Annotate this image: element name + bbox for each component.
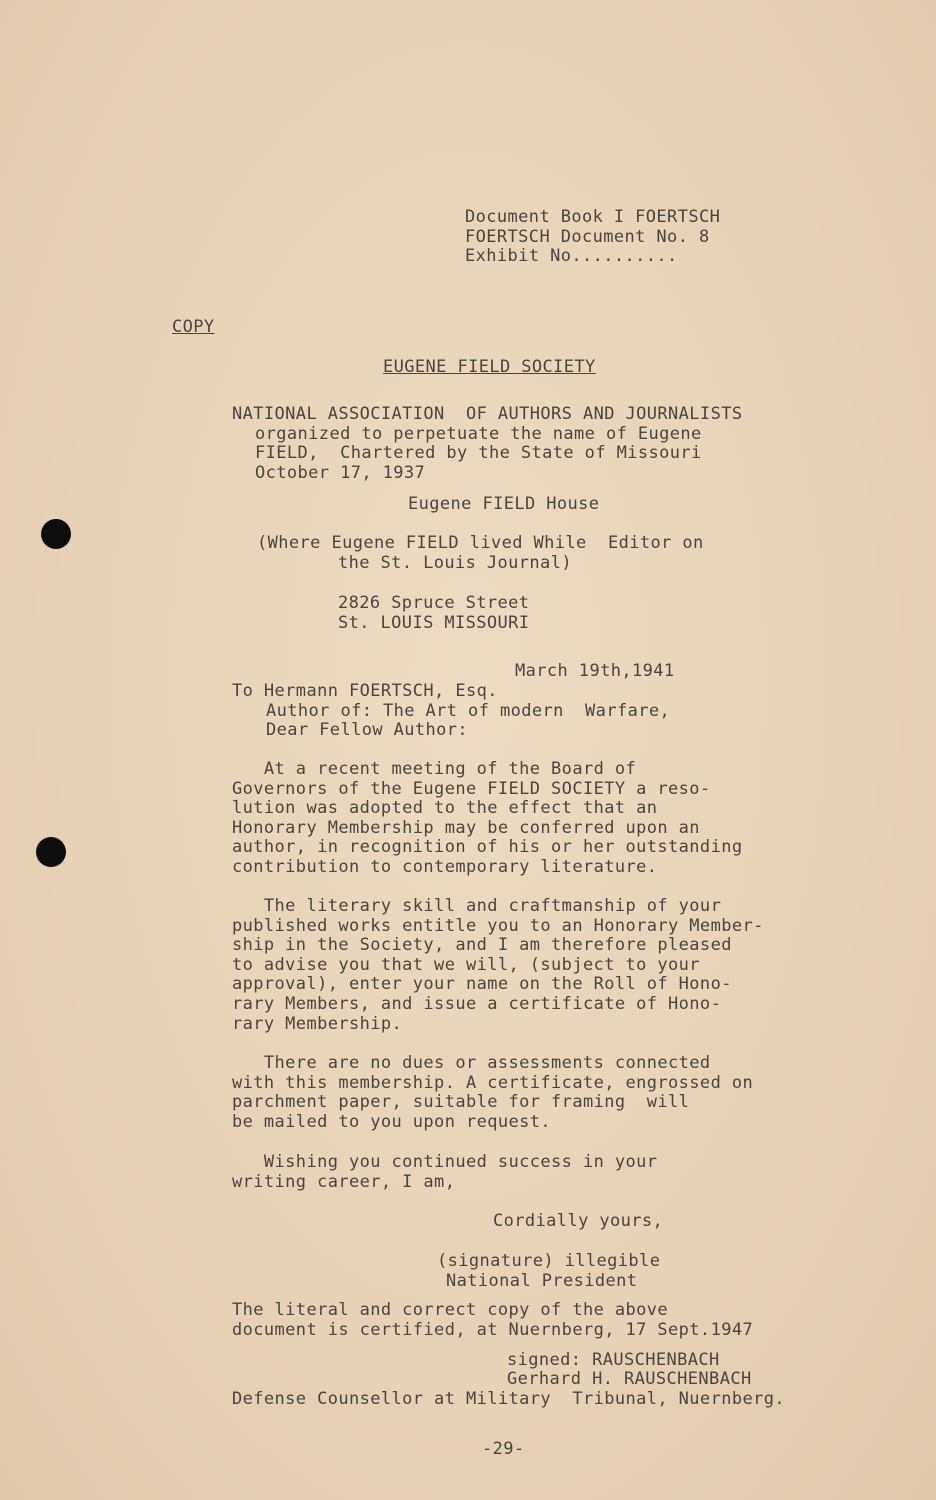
address (338, 594, 529, 633)
subtitle-line: NATIONAL ASSOCIATION OF AUTHORS AND JOURNALISTS (232, 404, 743, 424)
paragraph-line: with this membership. A certificate, engrossed on (232, 1072, 754, 1093)
punch-hole (36, 837, 66, 867)
paragraph-line: be mailed to you upon request. (232, 1111, 552, 1132)
paragraph-line: rary Membership. (232, 1013, 403, 1034)
house-note (257, 534, 704, 573)
subtitle-line: organized to perpetuate the name of Eugene (255, 423, 702, 444)
certification-line: The literal and correct copy of the above (232, 1300, 669, 1320)
paragraph-line: to advise you that we will, (subject to your (232, 954, 700, 975)
paragraph-3 (232, 1054, 753, 1132)
signature-line: (signature) illegible (437, 1251, 661, 1271)
signature-block (437, 1252, 660, 1291)
paragraph-line: contribution to contemporary literature. (232, 856, 658, 877)
paragraph-line: author, in recognition of his or her outstanding (232, 837, 743, 858)
paragraph-line: Honorary Membership may be conferred upon an (232, 817, 700, 838)
subtitle-line: October 17, 1937 (255, 462, 426, 483)
signer-title: Defense Counsellor at Military Tribunal, Nuernberg. (232, 1389, 786, 1409)
page-number: -29- (482, 1439, 525, 1459)
paragraph-line: Wishing you continued success in your (232, 1152, 658, 1172)
house-name: Eugene FIELD House (408, 494, 600, 514)
paragraph-line: parchment paper, suitable for framing will (232, 1092, 690, 1113)
paragraph-4 (232, 1153, 657, 1192)
house-note-line: the St. Louis Journal) (338, 552, 572, 573)
copy-label: COPY (172, 317, 215, 337)
salutation-line: To Hermann FOERTSCH, Esq. (232, 681, 498, 701)
document-header (465, 208, 720, 267)
header-line: Document Book I FOERTSCH (465, 207, 721, 227)
salutation-line: Dear Fellow Author: (266, 720, 469, 741)
society-subtitle (232, 405, 742, 483)
paragraph-line: The literary skill and craftmanship of your (232, 896, 722, 916)
signed-by: signed: RAUSCHENBACH (507, 1350, 720, 1370)
header-line: Exhibit No.......... (465, 246, 678, 267)
salutation (232, 682, 670, 741)
header-line: FOERTSCH Document No. 8 (465, 226, 710, 247)
house-note-line: (Where Eugene FIELD lived While Editor on (257, 533, 704, 553)
salutation-line: Author of: The Art of modern Warfare, (266, 700, 671, 721)
paragraph-line: Governors of the Eugene FIELD SOCIETY a reso- (232, 778, 711, 799)
certification-line: document is certified, at Nuernberg, 17 Sept.1947 (232, 1319, 754, 1340)
closing: Cordially yours, (493, 1211, 664, 1231)
signature-line: National President (446, 1270, 638, 1291)
signer-name: Gerhard H. RAUSCHENBACH (507, 1369, 752, 1389)
society-title: EUGENE FIELD SOCIETY (383, 357, 596, 377)
subtitle-line: FIELD, Chartered by the State of Missouri (255, 443, 702, 464)
paragraph-line: lution was adopted to the effect that an (232, 798, 658, 819)
paragraph-1 (232, 760, 742, 878)
paragraph-line: rary Members, and issue a certificate of Hono- (232, 993, 722, 1014)
paragraph-line: published works entitle you to an Honorary Member- (232, 915, 764, 936)
certification (232, 1301, 753, 1340)
paragraph-2 (232, 897, 764, 1034)
paragraph-line: There are no dues or assessments connected (232, 1053, 711, 1073)
address-line: 2826 Spruce Street (338, 593, 530, 613)
address-line: St. LOUIS MISSOURI (338, 612, 530, 633)
paragraph-line: approval), enter your name on the Roll of Hono- (232, 974, 732, 995)
punch-hole (41, 519, 71, 549)
paragraph-line: At a recent meeting of the Board of (232, 759, 637, 779)
paragraph-line: writing career, I am, (232, 1171, 456, 1192)
letter-date: March 19th,1941 (515, 661, 675, 681)
paragraph-line: ship in the Society, and I am therefore pleased (232, 935, 732, 956)
